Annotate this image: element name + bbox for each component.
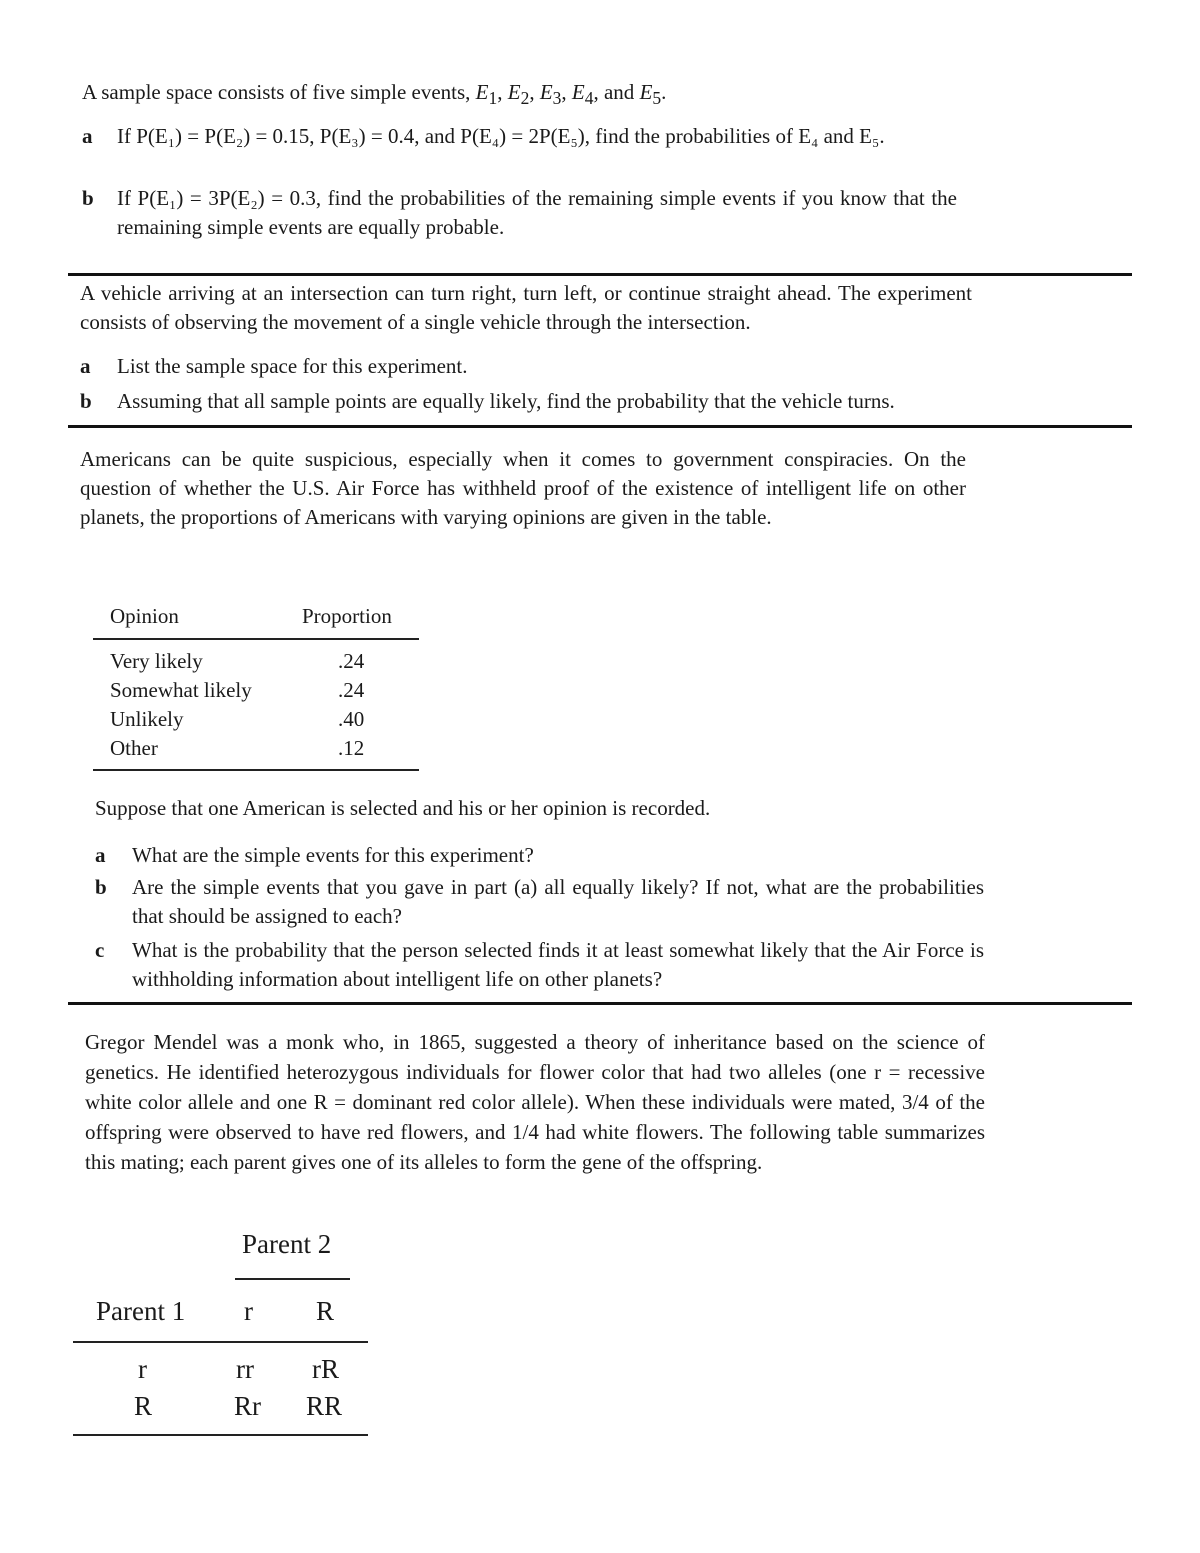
table-cell: rr <box>236 1354 254 1384</box>
problem-4-intro: Gregor Mendel was a monk who, in 1865, suggested a theory of inheritance based on the science of genetics. He identified heterozygous individuals for flower color that had two alleles (one r = recessive white color allele and one R = dominant red color allele). When these individuals were mated, 3/4 of the offspring were observed to have red flowers, and 1/4 had white flowers. The following table summarizes this mating; each parent gives one of its alleles to form the gene of the offspring. <box>85 1030 985 1174</box>
table-cell: Rr <box>234 1391 261 1421</box>
event-symbol: E <box>571 80 585 104</box>
table-cell-proportion: .40 <box>338 707 365 731</box>
intro-and: , and <box>593 80 640 104</box>
section-divider <box>68 1002 1132 1005</box>
part-a-label: a <box>80 354 91 378</box>
table-cell: rR <box>312 1354 339 1384</box>
table-cell-proportion: .24 <box>338 678 365 702</box>
event-symbol: E <box>475 80 489 104</box>
event-subscript: 1 <box>488 88 498 109</box>
table-cell-opinion: Very likely <box>110 649 203 673</box>
table-spanner-rule <box>235 1278 350 1280</box>
problem-1-part-b: If P(E₁) = 3P(E₂) = 0.3, find the probabilities of the remaining simple events if you know that the remaining simple events are equally probable. <box>117 186 957 239</box>
table-header-rule <box>73 1341 368 1343</box>
table-row-label: R <box>134 1391 153 1421</box>
event-symbol: E <box>639 80 653 104</box>
table-cell-opinion: Somewhat likely <box>110 678 252 702</box>
table-header-parent-1: Parent 1 <box>96 1296 186 1326</box>
section-divider <box>68 425 1132 428</box>
table-header-parent-2: Parent 2 <box>242 1229 332 1259</box>
event-subscript: 2 <box>520 88 530 109</box>
table-bottom-rule <box>93 769 419 771</box>
part-c-label: c <box>95 938 105 962</box>
part-a-label: a <box>95 843 106 867</box>
intro-text: A sample space consists of five simple events, <box>82 80 476 104</box>
section-divider <box>68 273 1132 276</box>
problem-1-intro: A sample space consists of five simple events, $E_1$, $E_2$, $E_3$, $E_4$, and $E_5$. <box>82 80 667 109</box>
problem-3-part-a: What are the simple events for this experiment? <box>132 843 534 867</box>
problem-2-part-a: List the sample space for this experiment. <box>117 354 468 378</box>
problem-3-intro: Americans can be quite suspicious, especially when it comes to government conspiracies. On the question of whether the U.S. Air Force has withheld proof of the existence of intelligent life on other planets, the proportions of Americans with varying opinions are given in the table. <box>80 447 966 529</box>
table-cell-opinion: Unlikely <box>110 707 184 731</box>
problem-3-part-c: What is the probability that the person selected finds it at least somewhat likely that the Air Force is withholding information about intelligent life on other planets? <box>132 938 984 991</box>
part-b-label: b <box>95 875 107 899</box>
table-header-rule <box>93 638 419 640</box>
table-cell-opinion: Other <box>110 736 158 760</box>
problem-1-part-a: If P(E₁) = P(E₂) = 0.15, P(E₃) = 0.4, and P(E₄) = 2P(E₅), find the probabilities of E₄ and E₅. <box>117 124 885 148</box>
part-b-label: b <box>82 186 94 210</box>
problem-3-suppose: Suppose that one American is selected and his or her opinion is recorded. <box>95 796 711 820</box>
table-header-proportion: Proportion <box>302 604 392 628</box>
part-b-label: b <box>80 389 92 413</box>
table-header-col-r: r <box>244 1296 253 1326</box>
event-symbol: E <box>507 80 521 104</box>
problem-2-intro: A vehicle arriving at an intersection can turn right, turn left, or continue straight ahead. The experiment consists of observing the movement of a single vehicle through the intersection. <box>80 281 972 334</box>
event-subscript: 4 <box>584 88 594 109</box>
event-symbol: E <box>539 80 553 104</box>
problem-3-part-b: Are the simple events that you gave in part (a) all equally likely? If not, what are the probabilities that should be assigned to each? <box>132 875 984 928</box>
part-a-label: a <box>82 124 93 148</box>
table-cell-proportion: .24 <box>338 649 365 673</box>
table-cell-proportion: .12 <box>338 736 365 760</box>
table-cell: RR <box>306 1391 343 1421</box>
table-bottom-rule <box>73 1434 368 1436</box>
table-row-label: r <box>138 1354 147 1384</box>
table-header-opinion: Opinion <box>110 604 179 628</box>
table-header-col-R: R <box>316 1296 335 1326</box>
problem-2-part-b: Assuming that all sample points are equally likely, find the probability that the vehicle turns. <box>117 389 895 413</box>
event-subscript: 5 <box>652 88 662 109</box>
event-subscript: 3 <box>552 88 562 109</box>
